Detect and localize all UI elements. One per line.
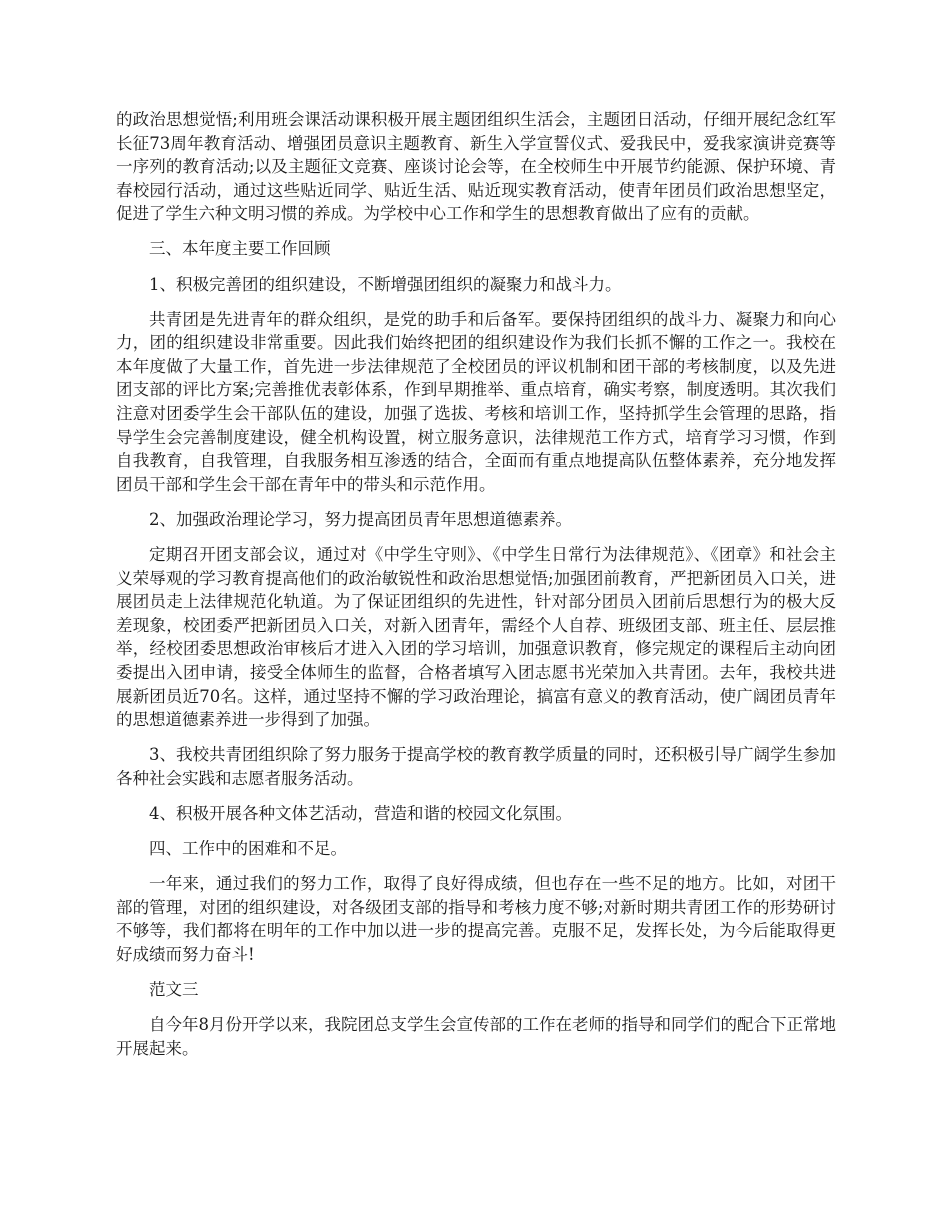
document-body	[116, 108, 836, 1072]
item-heading-4: 4、积极开展各种文体艺活动，营造和谐的校园文化氛围。	[149, 803, 572, 823]
paragraph-shortcomings: 一年来，通过我们的努力工作，取得了良好得成绩，但也存在一些不足的地方。比如，对团干部的管理，对团的组织建设，对各级团支部的指导和考核力度不够;对新时期共青团工作的形势研讨不够等，我们都将在明年的工作中加以进一步的提高完善。克服不足，发挥长处，为今后能取得更好成绩而努力奋斗!	[116, 874, 836, 964]
section-heading-review: 三、本年度主要工作回顾	[149, 239, 331, 259]
item-heading-3: 3、我校共青团组织除了努力服务于提高学校的教育教学质量的同时，还积极引导广阔学生参加各种社会实践和志愿者服务活动。	[116, 745, 836, 788]
paragraph-organization: 共青团是先进青年的群众组织，是党的助手和后备军。要保持团组织的战斗力、凝聚力和向心力，团的组织建设非常重要。因此我们始终把团的组织建设作为我们长抓不懈的工作之一。我校在本年度做了大量工作，首先进一步法律规范了全校团员的评议机制和团干部的考核制度，以及先进团支部的评比方案;完善推优表彰体系，作到早期推举、重点培育，确实考察，制度透明。其次我们注意对团委学生会干部队伍的建设，加强了选拔、考核和培训工作，坚持抓学生会管理的思路，指导学生会完善制度建设，健全机构设置，树立服务意识，法律规范工作方式，培育学习习惯，作到自我教育，自我管理，自我服务相互渗透的结合，全面而有重点地提高队伍整体素养，充分地发挥团员干部和学生会干部在青年中的带头和示范作用。	[116, 309, 836, 494]
item-heading-1: 1、积极完善团的组织建设，不断增强团组织的凝聚力和战斗力。	[149, 274, 622, 294]
item-heading-2: 2、加强政治理论学习，努力提高团员青年思想道德素养。	[149, 509, 572, 529]
heading-sample-three: 范文三	[149, 980, 199, 999]
section-heading-difficulties: 四、工作中的困难和不足。	[149, 839, 347, 859]
paragraph-continuation: 的政治思想觉悟;利用班会课活动课积极开展主题团组织生活会，主题团日活动，仔细开展纪念红军长征73周年教育活动、增强团员意识主题教育、新生入学宣誓仪式、爱我民中，爱我家演讲竞赛等一序列的教育活动;以及主题征文竞赛、座谈讨论会等，在全校师生中开展节约能源、保护环境、青春校园行活动，通过这些贴近同学、贴近生活、贴近现实教育活动，使青年团员们政治思想坚定，促进了学生六种文明习惯的养成。为学校中心工作和学生的思想教育做出了应有的贡献。	[116, 110, 836, 224]
paragraph-theory-study: 定期召开团支部会议，通过对《中学生守则》、《中学生日常行为法律规范》、《团章》和社会主义荣辱观的学习教育提高他们的政治敏锐性和政治思想觉悟;加强团前教育，严把新团员入口关，进展团员走上法律规范化轨道。为了保证团组织的先进性，针对部分团员入团前后思想行为的极大反差现象，校团委严把新团员入口关，对新入团青年，需经个人自荐、班级团支部、班主任、层层推举，经校团委思想政治审核后才进入入团的学习培训，加强意识教育，修完规定的课程后主动向团委提出入团申请，接受全体师生的监督，合格者填写入团志愿书光荣加入共青团。去年，我校共进展新团员近70名。这样，通过坚持不懈的学习政治理论，搞富有意义的教育活动，使广阔团员青年的思想道德素养进一步得到了加强。	[116, 545, 836, 730]
paragraph-sample-three-intro: 自今年8月份开学以来，我院团总支学生会宣传部的工作在老师的指导和同学们的配合下正常地开展起来。	[116, 1015, 836, 1058]
